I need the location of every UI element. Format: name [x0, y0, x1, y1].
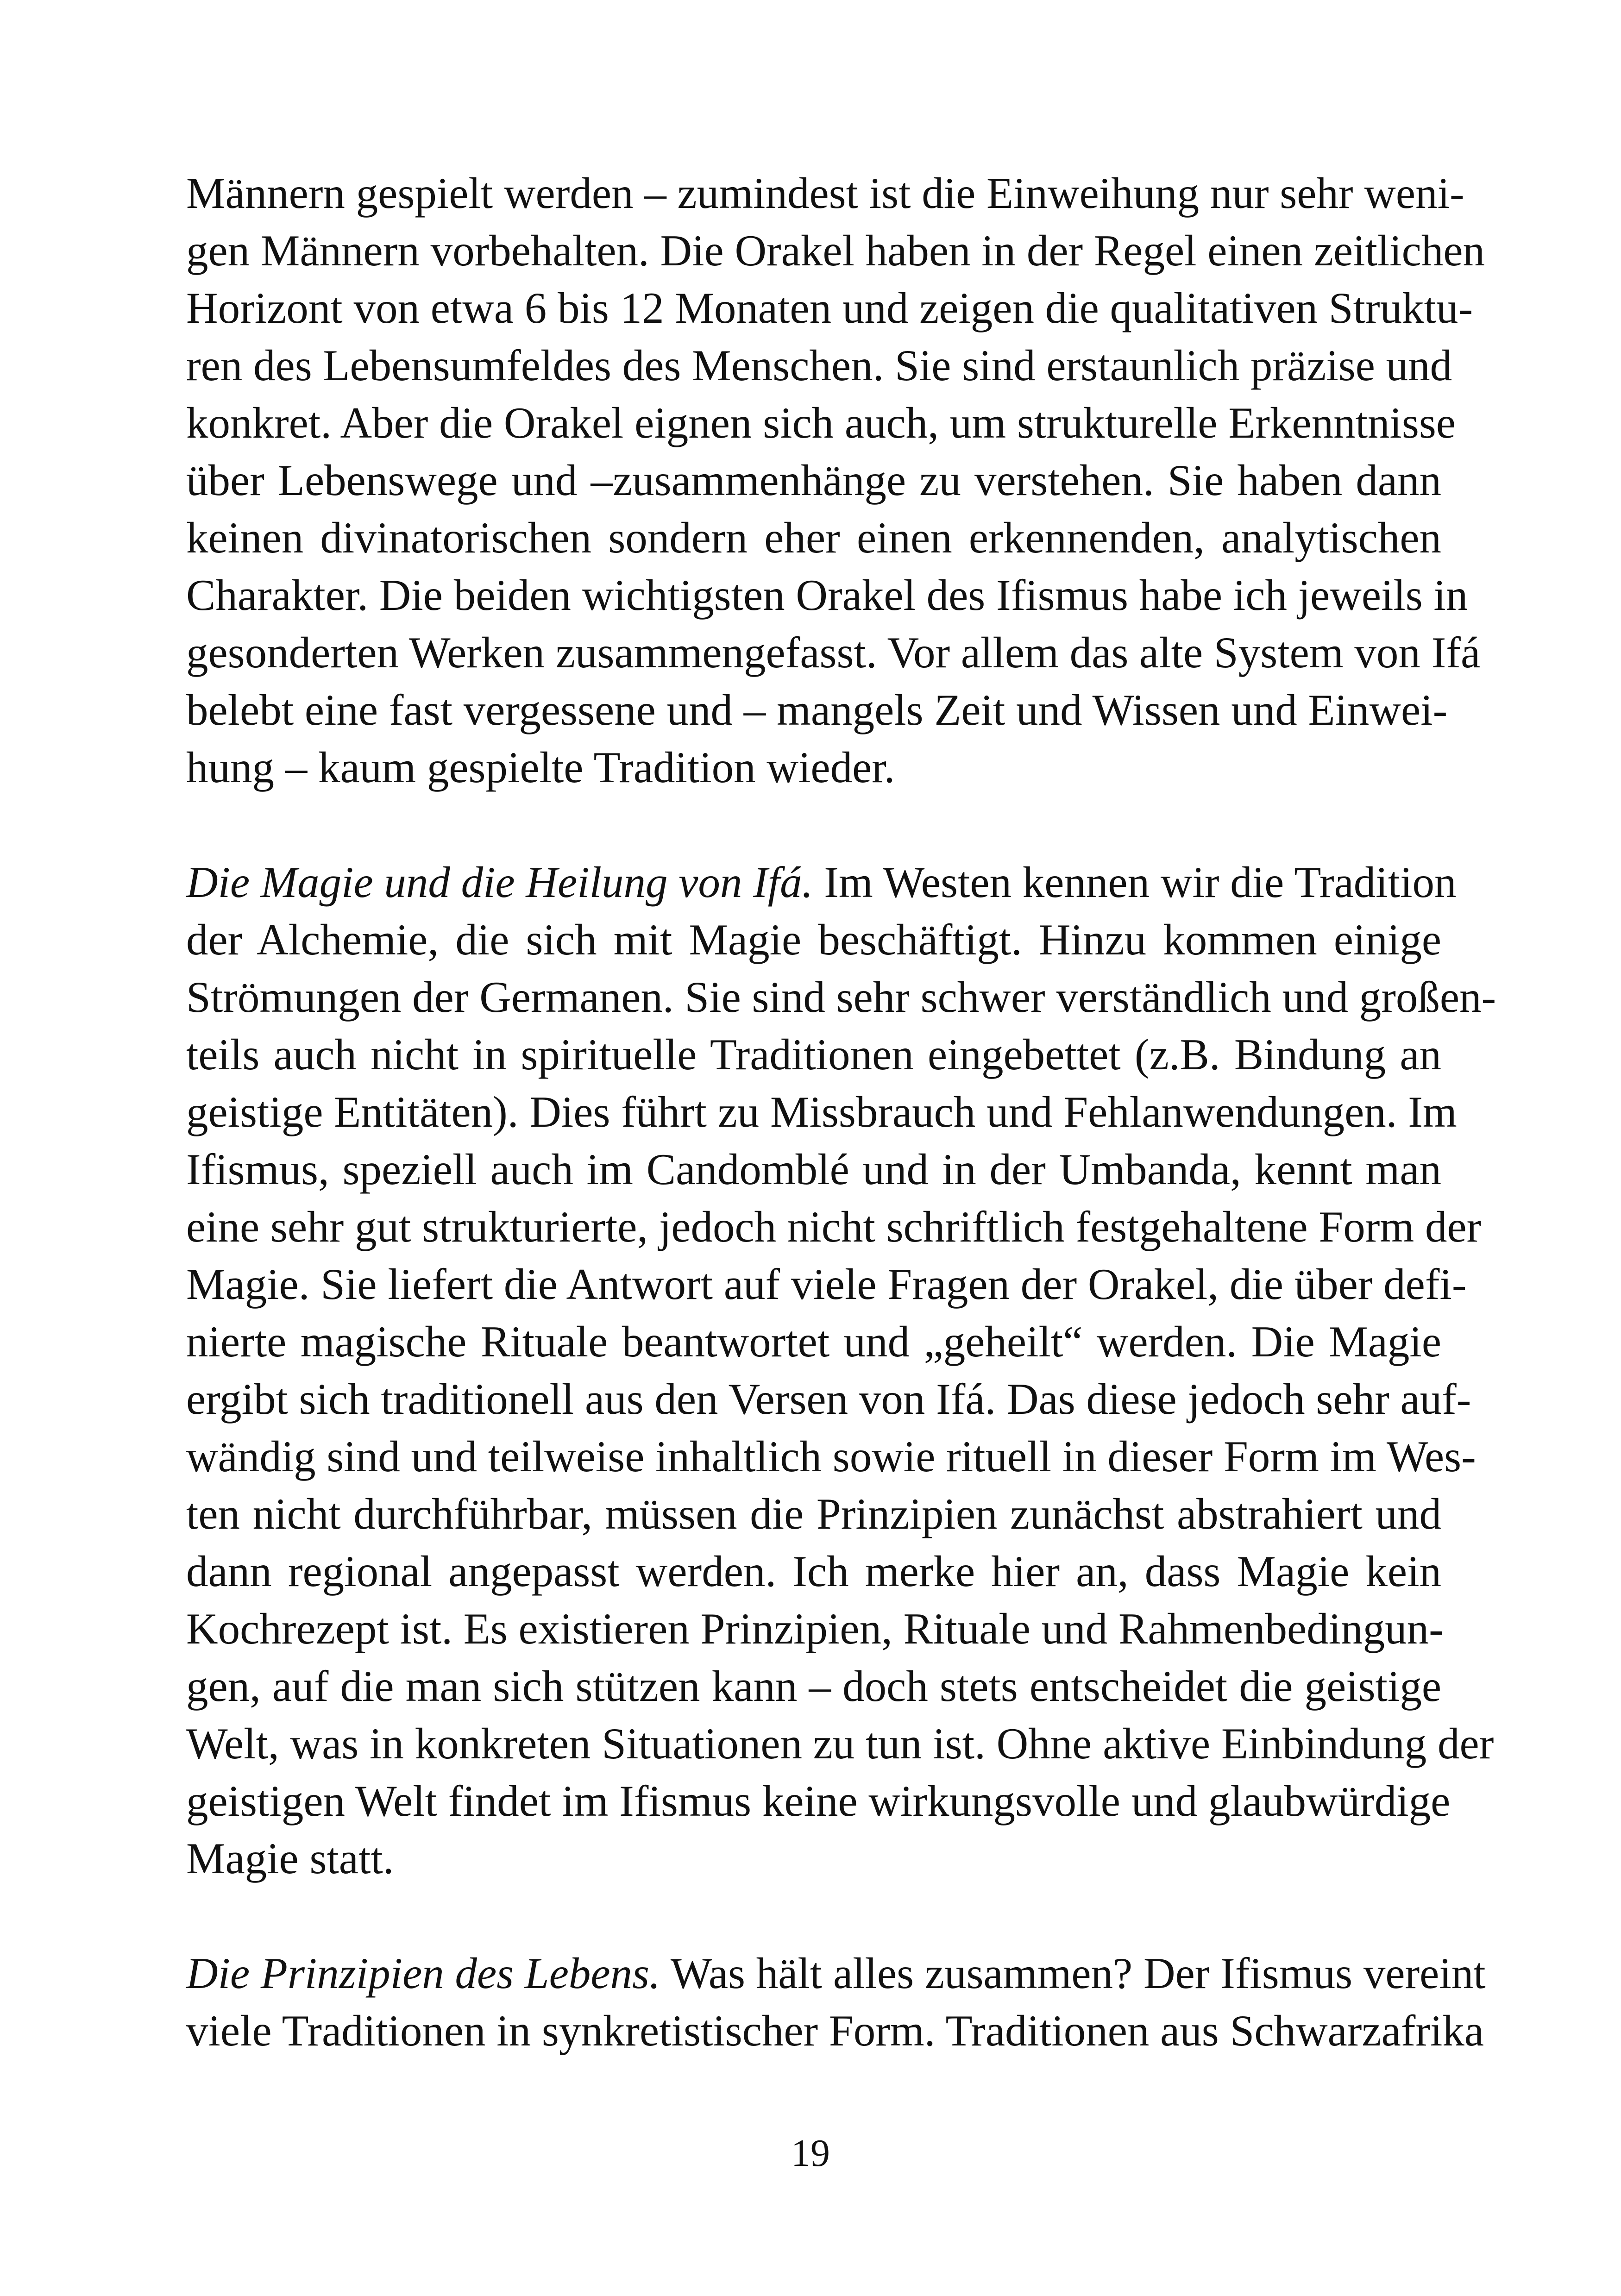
text-line: ergibt sich traditionell aus den Versen von Ifá. Das diese jedoch sehr auf- — [186, 1374, 1471, 1424]
text-line: über Lebenswege und –zusammenhänge zu verstehen. Sie haben dann — [186, 456, 1441, 505]
section-lead-rest: Was hält alles zusammen? Der Ifismus vereint — [660, 1949, 1486, 1998]
section-lead-italic: Die Magie und die Heilung von Ifá. — [186, 858, 813, 907]
text-line: Männern gespielt werden – zumindest ist die Einweihung nur sehr weni- — [186, 169, 1464, 218]
text-line: konkret. Aber die Orakel eignen sich auch, um strukturelle Erkenntnisse — [186, 398, 1456, 447]
text-line: hung – kaum gespielte Tradition wieder. — [186, 743, 895, 792]
text-line: Welt, was in konkreten Situationen zu tun ist. Ohne aktive Einbindung der — [186, 1719, 1494, 1768]
text-line: ren des Lebensumfeldes des Menschen. Sie sind erstaunlich präzise und — [186, 341, 1452, 390]
text-line: Kochrezept ist. Es existieren Prinzipien, Rituale und Rahmenbedingun- — [186, 1604, 1444, 1653]
text-line: geistige Entitäten). Dies führt zu Missbrauch und Fehlanwendungen. Im — [186, 1087, 1457, 1136]
text-line: gen Männern vorbehalten. Die Orakel haben in der Regel einen zeitlichen — [186, 226, 1485, 275]
text-line: eine sehr gut strukturierte, jedoch nicht schriftlich festgehaltene Form der — [186, 1202, 1482, 1251]
text-line: Strömungen der Germanen. Sie sind sehr schwer verständlich und großen- — [186, 972, 1496, 1022]
section-lead-rest: Im Westen kennen wir die Tradition — [813, 858, 1457, 907]
paragraph-heading-line — [186, 853, 1457, 911]
text-line: wändig sind und teilweise inhaltlich sowie rituell in dieser Form im Wes- — [186, 1432, 1476, 1481]
text-line: Horizont von etwa 6 bis 12 Monaten und zeigen die qualitativen Struktu- — [186, 283, 1473, 332]
text-line: Charakter. Die beiden wichtigsten Orakel des Ifismus habe ich jeweils in — [186, 571, 1468, 620]
text-line: viele Traditionen in synkretistischer Form. Traditionen aus Schwarzafrika — [186, 2006, 1484, 2055]
paragraph-gap — [186, 796, 1441, 853]
text-line: dann regional angepasst werden. Ich merke hier an, dass Magie kein — [186, 1547, 1441, 1596]
text-line: teils auch nicht in spirituelle Traditionen eingebettet (z.B. Bindung an — [186, 1030, 1441, 1079]
text-line: ten nicht durchführbar, müssen die Prinzipien zunächst abstrahiert und — [186, 1489, 1441, 1538]
paragraph-gap — [186, 1887, 1441, 1945]
paragraph-heading-line — [186, 1945, 1486, 2002]
text-line: gen, auf die man sich stützen kann – doch stets entscheidet die geistige — [186, 1662, 1441, 1711]
text-line: geistigen Welt findet im Ifismus keine wirkungsvolle und glaubwürdige — [186, 1776, 1451, 1826]
text-line: keinen divinatorischen sondern eher einen erkennenden, analytischen — [186, 513, 1441, 562]
text-line: Ifismus, speziell auch im Candomblé und in der Umbanda, kennt man — [186, 1145, 1441, 1194]
text-line: gesonderten Werken zusammengefasst. Vor allem das alte System von Ifá — [186, 628, 1481, 677]
section-lead-italic: Die Prinzipien des Lebens. — [186, 1949, 660, 1998]
body-text — [186, 164, 1496, 2059]
text-line: Magie. Sie liefert die Antwort auf viele Fragen der Orakel, die über defi- — [186, 1260, 1467, 1309]
text-line: nierte magische Rituale beantwortet und „geheilt“ werden. Die Magie — [186, 1317, 1441, 1366]
page-number: 19 — [791, 2132, 830, 2175]
text-line: der Alchemie, die sich mit Magie beschäftigt. Hinzu kommen einige — [186, 915, 1441, 964]
text-line: belebt eine fast vergessene und – mangels Zeit und Wissen und Einwei- — [186, 685, 1448, 734]
text-line: Magie statt. — [186, 1834, 394, 1883]
